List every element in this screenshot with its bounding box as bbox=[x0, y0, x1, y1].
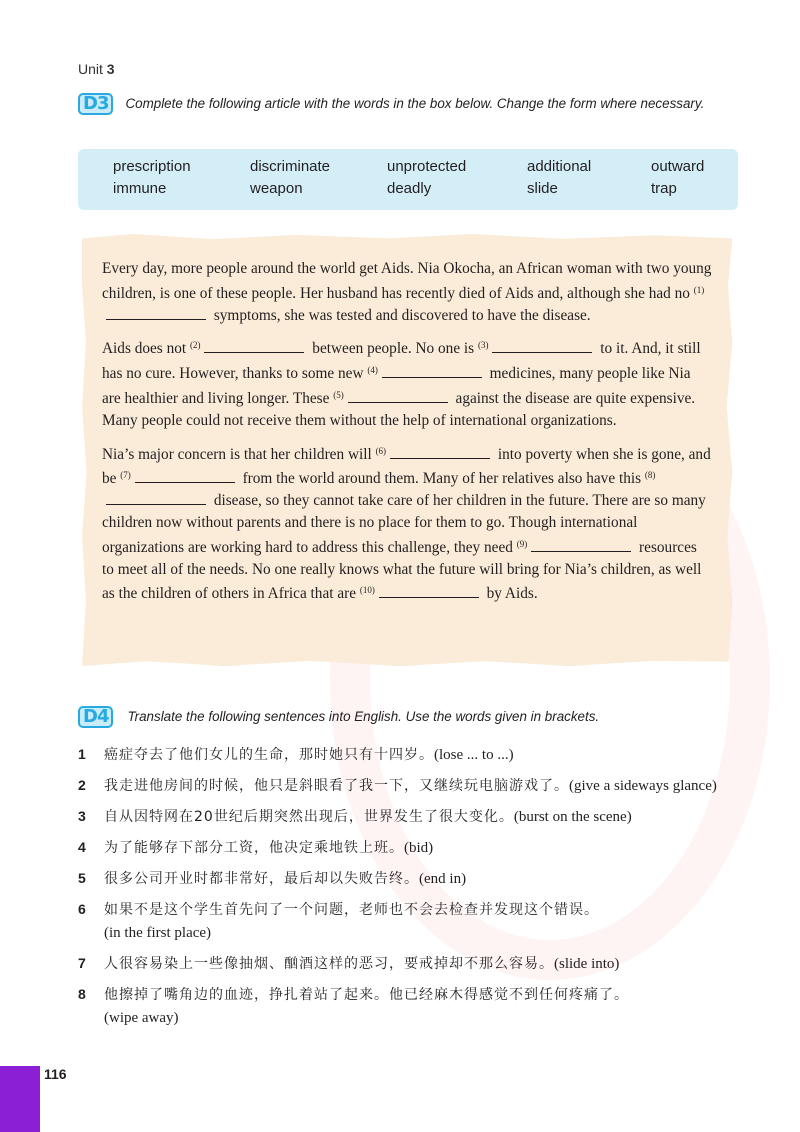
bracket-hint: (slide into) bbox=[554, 956, 620, 972]
blank-number: (8) bbox=[644, 470, 656, 481]
blank-8[interactable] bbox=[106, 490, 206, 505]
item-number: 7 bbox=[78, 955, 86, 971]
chinese-sentence: 人很容易染上一些像抽烟、酗酒这样的恶习，要戒掉却不那么容易。 bbox=[104, 956, 554, 972]
item-number: 4 bbox=[78, 839, 86, 855]
item-number: 3 bbox=[78, 808, 86, 824]
translation-list bbox=[78, 739, 748, 1033]
unit-label: Unit 3 bbox=[78, 61, 115, 77]
list-item bbox=[78, 801, 748, 832]
item-number: 2 bbox=[78, 777, 86, 793]
bracket-hint: (lose ... to ...) bbox=[434, 747, 514, 763]
word-bank-item: weapon bbox=[250, 180, 303, 197]
chinese-sentence: 为了能够存下部分工资，他决定乘地铁上班。 bbox=[104, 840, 404, 856]
blank-3[interactable] bbox=[492, 338, 592, 353]
bracket-hint: (give a sideways glance) bbox=[569, 778, 717, 794]
bracket-hint: (end in) bbox=[419, 871, 467, 887]
blank-number: (7) bbox=[120, 470, 131, 481]
word-bank-item: trap bbox=[651, 180, 677, 197]
chinese-sentence: 自从因特网在20世纪后期突然出现后，世界发生了很大变化。 bbox=[104, 809, 514, 825]
blank-number: (3) bbox=[477, 340, 489, 351]
item-number: 1 bbox=[78, 746, 86, 762]
article-paragraph-1: Every day, more people around the world get Aids. Nia Okocha, an African woman with two young children, is one of these people. Her husband has recently died of Aids and, although she had no $^{(1)}$ symptoms, she was tested and discovered to have the disease. bbox=[102, 260, 712, 324]
blank-number: (10) bbox=[359, 585, 375, 596]
list-item bbox=[78, 979, 748, 1033]
chinese-sentence: 很多公司开业时都非常好，最后却以失败告终。 bbox=[104, 871, 419, 887]
list-item bbox=[78, 894, 748, 948]
chinese-sentence: 他擦掉了嘴角边的血迹，挣扎着站了起来。他已经麻木得感觉不到任何疼痛了。 bbox=[104, 987, 629, 1003]
article-paragraph-3: Nia’s major concern is that her children will $^{(6)}$ into poverty when she is gone, and be $^{(7)}$ from the world around them. Many of her relatives also have this $^{(8)}$ disease, so they cannot take care of her children in the future. There are so many children now without parents and there is no place for them to go. Though international organizations are working hard to address this challenge, they need $^{(9)}$ resources to meet all of the needs. No one really knows what the future will bring for Nia’s children, as well as the children of others in Africa that are $^{(10)}$ by Aids. bbox=[102, 445, 711, 603]
item-number: 5 bbox=[78, 870, 86, 886]
list-item bbox=[78, 739, 748, 770]
blank-number: (4) bbox=[367, 365, 378, 376]
chinese-sentence: 我走进他房间的时候，他只是斜眼看了我一下，又继续玩电脑游戏了。 bbox=[104, 778, 569, 794]
word-bank-item: unprotected bbox=[387, 158, 467, 175]
blank-number: (9) bbox=[516, 538, 528, 549]
list-item bbox=[78, 948, 748, 979]
blank-5[interactable] bbox=[348, 388, 448, 403]
d4-badge: D4 bbox=[78, 706, 113, 728]
list-item bbox=[78, 863, 748, 894]
word-bank-item: immune bbox=[113, 180, 167, 197]
blank-10[interactable] bbox=[379, 583, 479, 598]
blank-6[interactable] bbox=[390, 444, 490, 459]
d4-header bbox=[78, 706, 718, 728]
article-paragraph-2: Aids does not $^{(2)}$ between people. No one is $^{(3)}$ to it. And, it still has no cure. However, thanks to some new $^{(4)}$ medicines, many people like Nia are healthier and living longer. These $^{(5)}$ against the disease are quite expensive. Many people could not receive them without the help of international organizations. bbox=[102, 340, 701, 429]
blank-9[interactable] bbox=[531, 537, 631, 552]
word-bank-item: outward bbox=[651, 158, 705, 175]
d4-instruction: Translate the following sentences into English. Use the words given in brackets. bbox=[127, 709, 600, 724]
blank-number: (6) bbox=[375, 445, 387, 456]
item-number: 8 bbox=[78, 986, 86, 1002]
blank-4[interactable] bbox=[382, 363, 482, 378]
bracket-hint: (wipe away) bbox=[104, 1010, 179, 1026]
word-box bbox=[78, 149, 738, 210]
list-item bbox=[78, 832, 748, 863]
list-item bbox=[78, 770, 748, 801]
page-number: 116 bbox=[44, 1066, 67, 1082]
word-bank-item: additional bbox=[527, 158, 592, 175]
d3-badge: D3 bbox=[78, 93, 113, 115]
blank-number: (2) bbox=[189, 340, 201, 351]
word-bank-item: prescription bbox=[113, 158, 191, 175]
bracket-hint: (bid) bbox=[404, 840, 434, 856]
article-text bbox=[102, 258, 712, 614]
chinese-sentence: 癌症夺去了他们女儿的生命，那时她只有十四岁。 bbox=[104, 747, 434, 763]
blank-7[interactable] bbox=[135, 468, 235, 483]
word-bank-item: slide bbox=[527, 180, 558, 197]
chinese-sentence: 如果不是这个学生首先问了一个问题，老师也不会去检查并发现这个错误。 bbox=[104, 902, 599, 918]
word-bank-item: discriminate bbox=[250, 158, 331, 175]
blank-2[interactable] bbox=[204, 338, 304, 353]
d3-header bbox=[78, 93, 718, 115]
bracket-hint: (in the first place) bbox=[104, 925, 212, 941]
item-number: 6 bbox=[78, 901, 86, 917]
page-tab bbox=[0, 1066, 40, 1132]
word-bank-item: deadly bbox=[387, 180, 432, 197]
blank-number: (5) bbox=[333, 389, 344, 400]
d3-instruction: Complete the following article with the words in the box below. Change the form where necessary. bbox=[125, 96, 705, 111]
blank-number: (1) bbox=[693, 284, 705, 295]
bracket-hint: (burst on the scene) bbox=[513, 809, 632, 825]
blank-1[interactable] bbox=[106, 305, 206, 320]
